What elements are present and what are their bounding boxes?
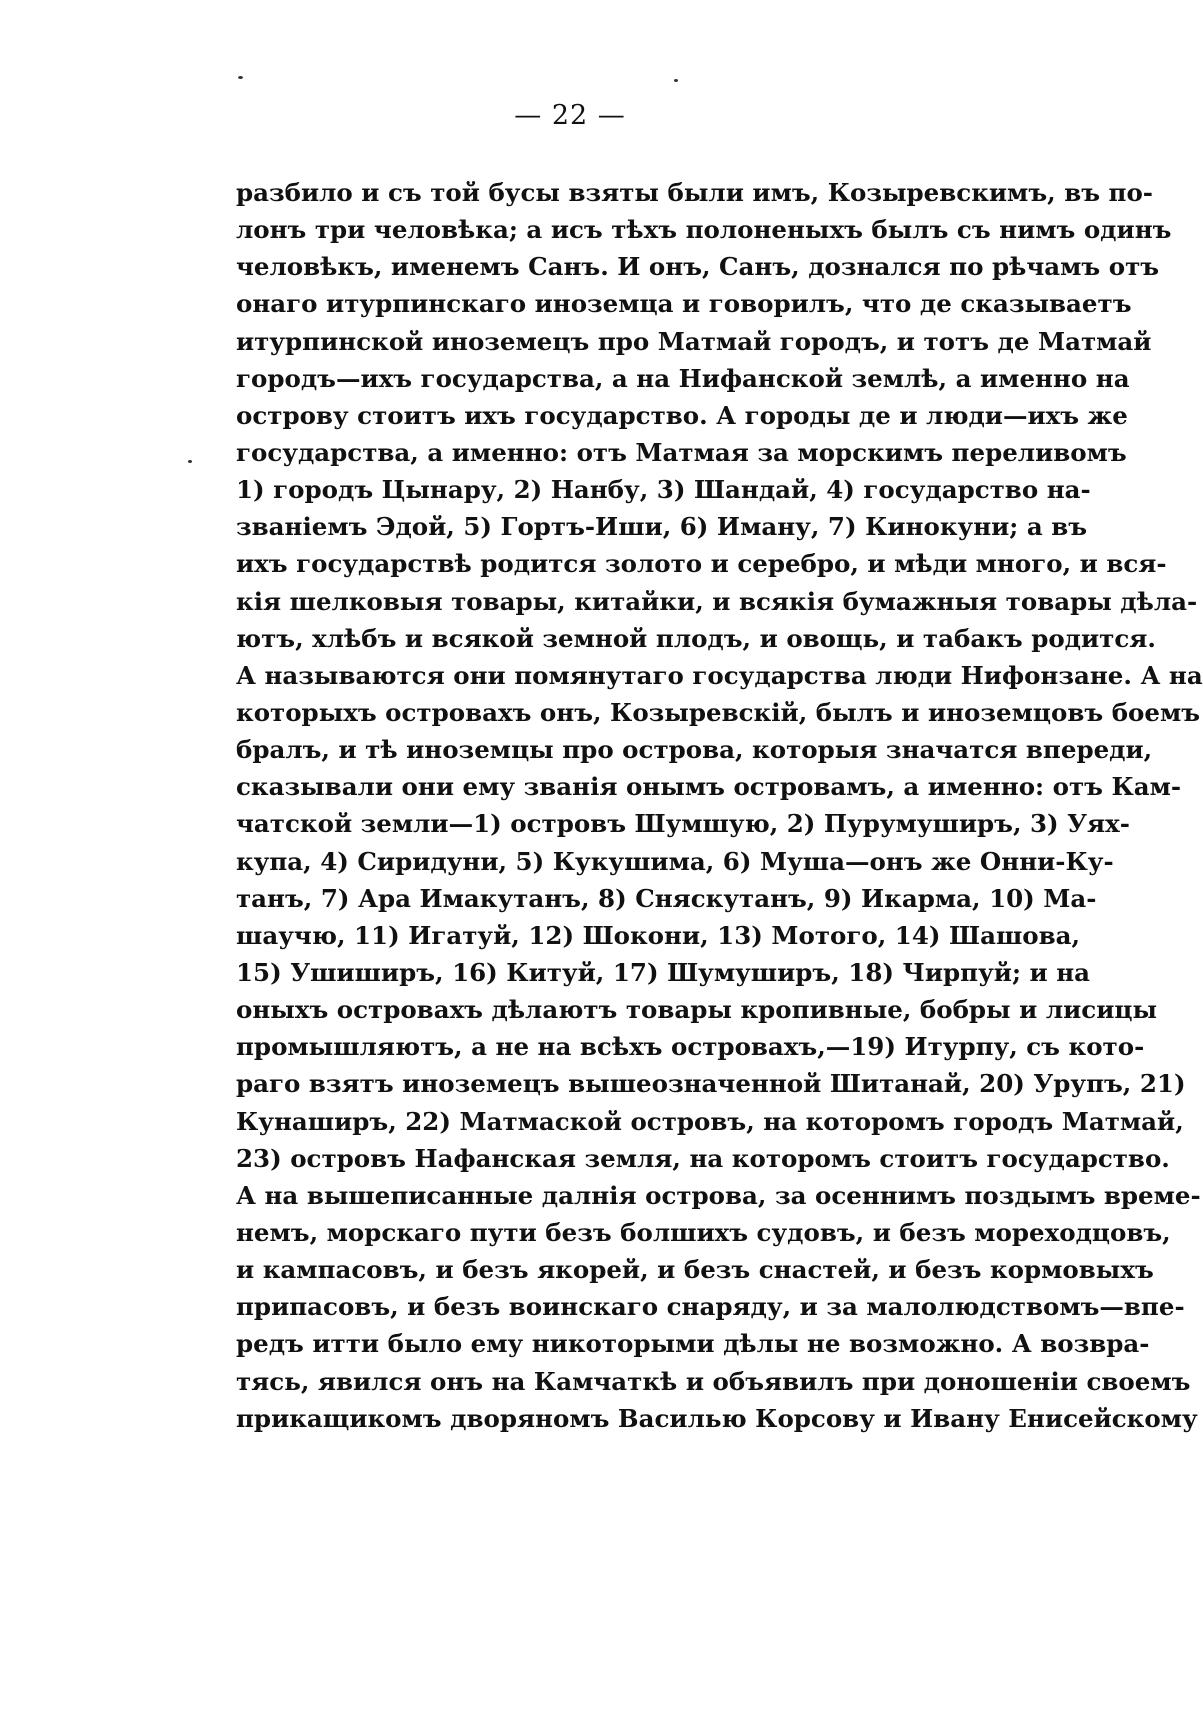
text-line: 1) городъ Цынару, 2) Нанбу, 3) Шандай, 4) государство на- [236,475,1091,505]
scan-speck [188,460,192,463]
scan-speck [674,79,678,82]
text-line: сказывали они ему званія онымъ островамъ, а именно: отъ Кам- [236,772,1182,802]
text-line: кія шелковыя товары, китайки, и всякія бумажныя товары дѣла- [236,586,1198,616]
text-line: лонъ три человѣка; а исъ тѣхъ полоненыхъ былъ съ нимъ одинъ [236,215,1172,245]
text-line: оныхъ островахъ дѣлаютъ товары кропивные, бобры и лисицы [236,995,1158,1025]
text-line: итурпинской иноземецъ про Матмай городъ, и тотъ де Матмай [236,326,1152,356]
text-line: и кампасовъ, и безъ якорей, и безъ снастей, и безъ кормовыхъ [236,1255,1154,1285]
text-line: немъ, морскаго пути безъ болшихъ судовъ, и безъ мореходцовъ, [236,1217,1171,1247]
text-line: припасовъ, и безъ воинскаго снаряду, и за малолюдствомъ—впе- [236,1292,1185,1322]
text-line: А на вышеписанные далнія острова, за осеннимъ поздымъ време- [236,1180,1201,1210]
text-line: А называются они помянутаго государства люди Нифонзане. А на [236,660,1203,690]
text-line: чатской земли—1) островъ Шумшую, 2) Пурумуширъ, 3) Уях- [236,809,1130,839]
text-line: которыхъ островахъ онъ, Козыревскій, былъ и иноземцовъ боемъ [236,697,1201,727]
text-line: Кунаширъ, 22) Матмаской островъ, на которомъ городъ Матмай, [236,1106,1184,1136]
text-line: прикащикомъ дворяномъ Василью Корсову и Ивану Енисейскому [236,1403,1198,1433]
text-line: острову стоитъ ихъ государство. А городы де и люди—ихъ же [236,400,1128,430]
text-line: раго взятъ иноземецъ вышеозначенной Шитанай, 20) Урупъ, 21) [236,1069,1186,1099]
text-line: ихъ государствѣ родится золото и серебро, и мѣди много, и вся- [236,549,1167,579]
text-line: городъ—ихъ государства, а на Нифанской землѣ, а именно на [236,363,1130,393]
text-line: ютъ, хлѣбъ и всякой земной плодъ, и овощь, и табакъ родится. [236,623,1156,653]
text-line: 23) островъ Нафанская земля, на которомъ стоитъ государство. [236,1143,1170,1173]
text-line: 15) Ушиширъ, 16) Китуй, 17) Шумуширъ, 18) Чирпуй; и на [236,957,1091,987]
page-number: — 22 — [514,100,626,131]
text-line: редъ итти было ему никоторыми дѣлы не возможно. А возвра- [236,1329,1150,1359]
text-line: государства, а именно: отъ Матмая за морскимъ переливомъ [236,437,1127,467]
text-line: купа, 4) Сиридуни, 5) Кукушима, 6) Муша—онъ же Онни-Ку- [236,846,1114,876]
scan-speck [238,76,243,79]
text-line: онаго итурпинскаго иноземца и говорилъ, что де сказываетъ [236,289,1132,319]
text-line: тясь, явился онъ на Камчаткѣ и объявилъ при доношеніи своемъ [236,1366,1191,1396]
text-line: промышляютъ, а не на всѣхъ островахъ,—19) Итурпу, съ кото- [236,1032,1145,1062]
text-line: званіемъ Эдой, 5) Гортъ-Иши, 6) Иману, 7) Кинокуни; а въ [236,512,1088,542]
text-line: шаучю, 11) Игатуй, 12) Шокони, 13) Мотого, 14) Шашова, [236,920,1081,950]
text-line: танъ, 7) Ара Имакутанъ, 8) Сняскутанъ, 9) Икарма, 10) Ма- [236,883,1097,913]
text-line: человѣкъ, именемъ Санъ. И онъ, Санъ, дознался по рѣчамъ отъ [236,252,1160,282]
text-line: бралъ, и тѣ иноземцы про острова, которыя значатся впереди, [236,735,1153,765]
body-text [236,174,1203,1437]
text-line: разбило и съ той бусы взяты были имъ, Козыревскимъ, въ по- [236,178,1153,207]
